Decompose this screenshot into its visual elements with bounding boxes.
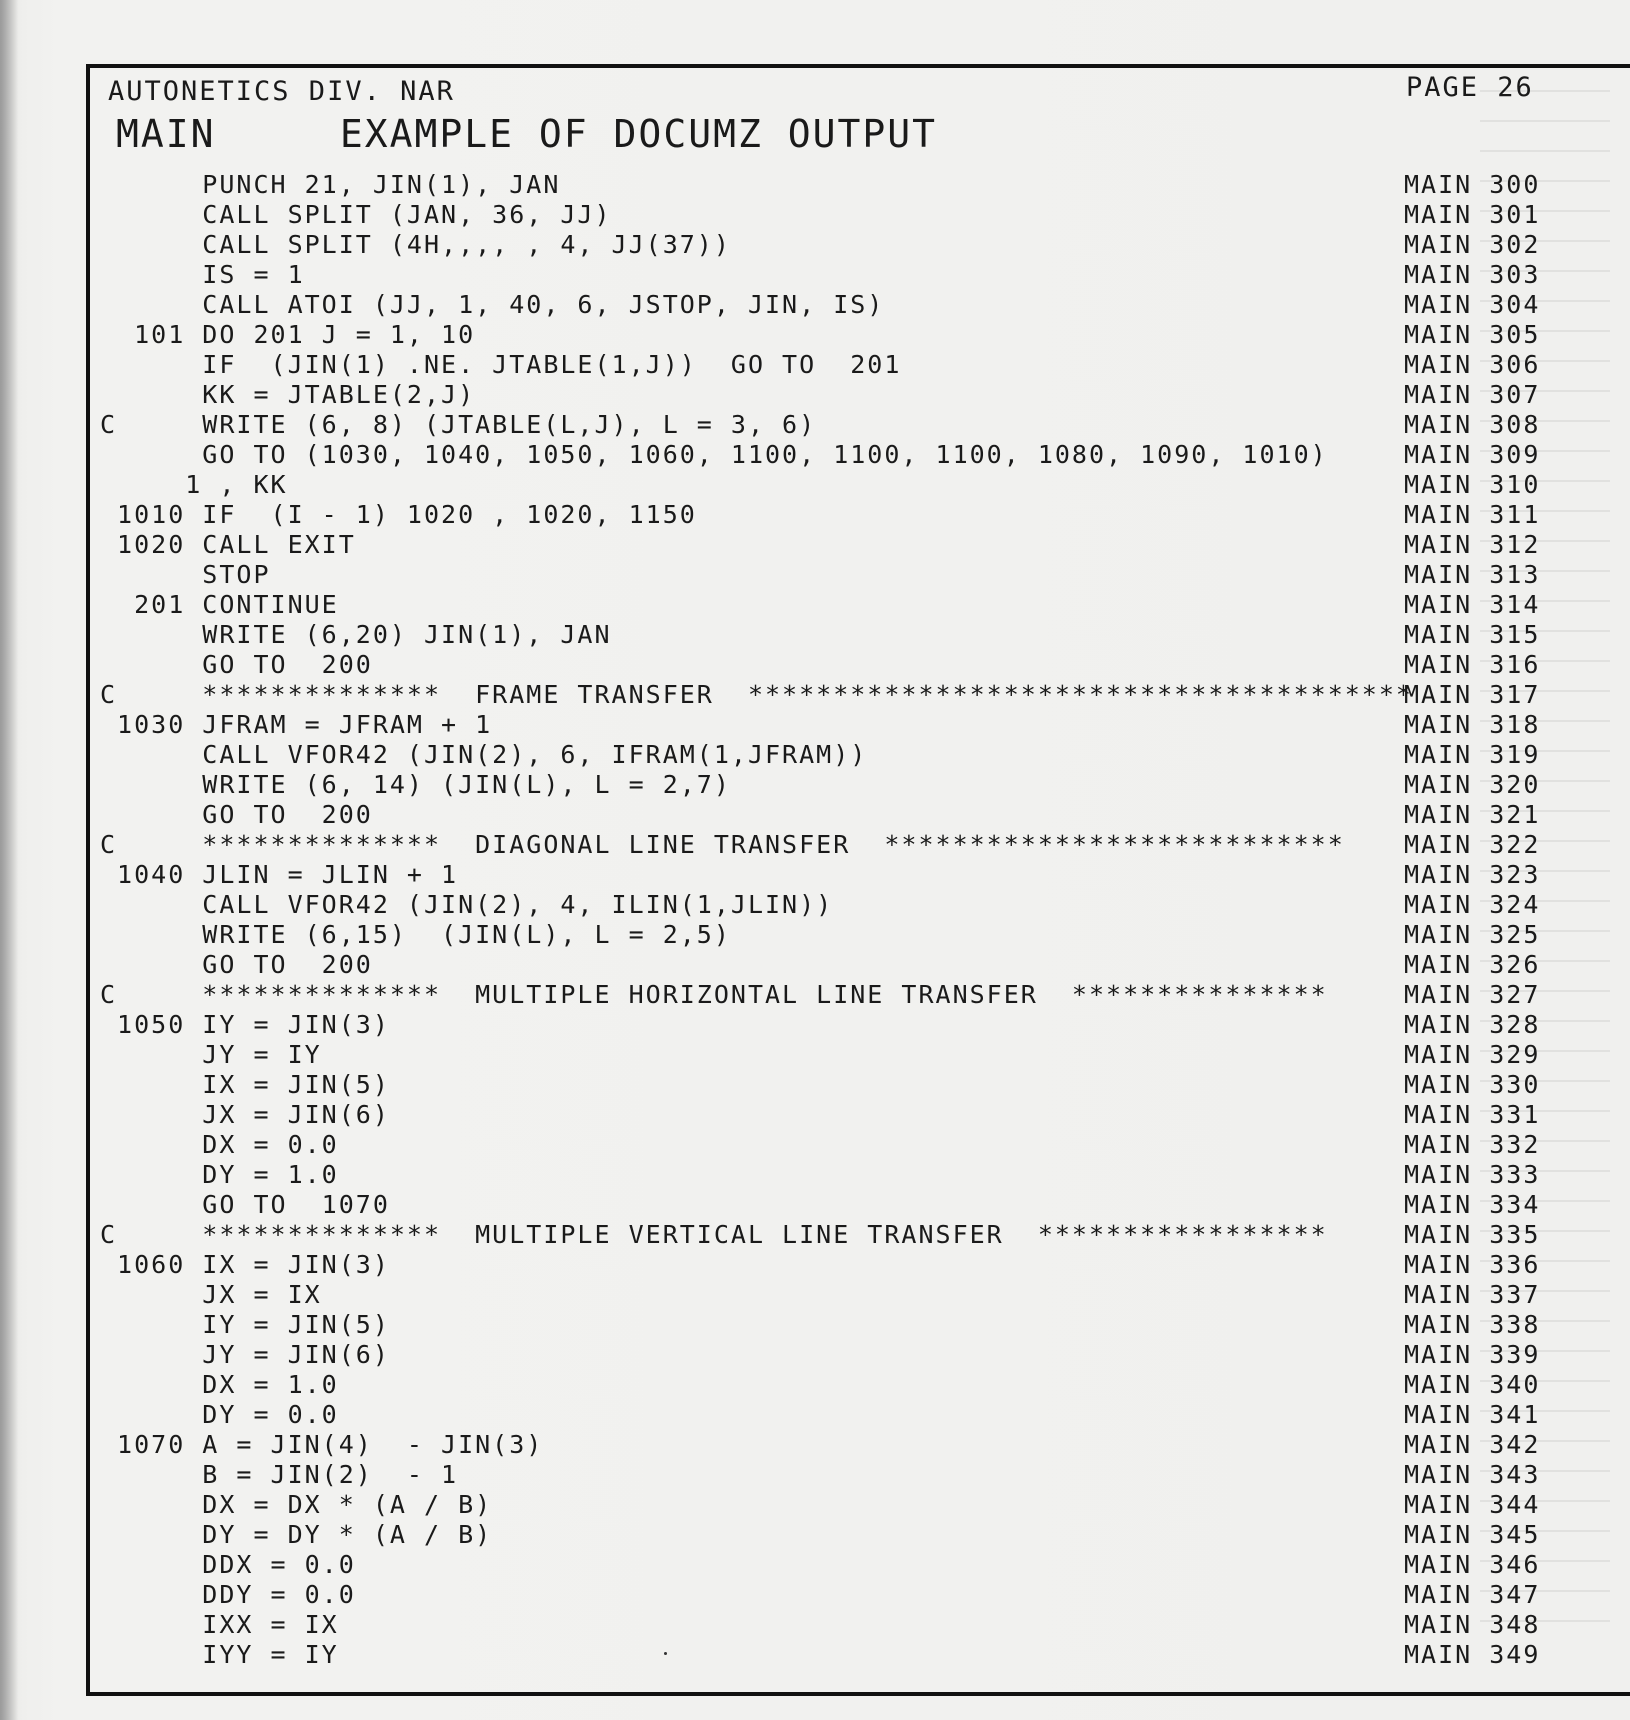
code-line [100,1190,1630,1220]
code-statement: DDX = 0.0 [100,1550,356,1579]
sequence-number: MAIN 348 [1404,1610,1541,1639]
sequence-number: MAIN 336 [1404,1250,1541,1279]
code-statement: 1070 A = JIN(4) - JIN(3) [100,1430,544,1459]
sequence-number: MAIN 329 [1404,1040,1541,1069]
code-statement: 1020 CALL EXIT [100,530,356,559]
code-statement: 101 DO 201 J = 1, 10 [100,320,476,349]
sequence-number: MAIN 317 [1404,680,1541,709]
code-line [100,290,1630,320]
code-line [100,320,1630,350]
code-line [100,1610,1630,1640]
code-line [100,770,1630,800]
sequence-number: MAIN 341 [1404,1400,1541,1429]
code-line [100,1640,1630,1670]
sequence-number: MAIN 307 [1404,380,1541,409]
sequence-number: MAIN 303 [1404,260,1541,289]
sequence-number: MAIN 346 [1404,1550,1541,1579]
sequence-number: MAIN 318 [1404,710,1541,739]
sequence-number: MAIN 319 [1404,740,1541,769]
sequence-number: MAIN 314 [1404,590,1541,619]
code-statement: DY = DY * (A / B) [100,1520,493,1549]
code-statement: 1 , KK [100,470,288,499]
code-line [100,740,1630,770]
code-statement: C ************** MULTIPLE HORIZONTAL LINE TRANSFER *************** [100,980,1328,1009]
code-line [100,260,1630,290]
code-line [100,1310,1630,1340]
sequence-number: MAIN 310 [1404,470,1541,499]
code-line [100,650,1630,680]
code-statement: 1060 IX = JIN(3) [100,1250,390,1279]
code-statement: JY = IY [100,1040,322,1069]
sequence-number: MAIN 343 [1404,1460,1541,1489]
sequence-number: MAIN 323 [1404,860,1541,889]
code-statement: IF (JIN(1) .NE. JTABLE(1,J)) GO TO 201 [100,350,902,379]
sequence-number: MAIN 330 [1404,1070,1541,1099]
code-statement: WRITE (6, 14) (JIN(L), L = 2,7) [100,770,731,799]
code-statement: CALL SPLIT (JAN, 36, JJ) [100,200,612,229]
code-line [100,380,1630,410]
code-line [100,1040,1630,1070]
code-statement: C ************** MULTIPLE VERTICAL LINE TRANSFER ***************** [100,1220,1328,1249]
code-line [100,980,1630,1010]
code-statement: IXX = IX [100,1610,339,1639]
code-statement: C ************** DIAGONAL LINE TRANSFER *************************** [100,830,1345,859]
code-line [100,1010,1630,1040]
sequence-number: MAIN 321 [1404,800,1541,829]
code-line [100,1070,1630,1100]
code-statement: IYY = IY [100,1640,339,1669]
code-statement: JX = IX [100,1280,322,1309]
code-line [100,170,1630,200]
code-line [100,860,1630,890]
sequence-number: MAIN 344 [1404,1490,1541,1519]
code-line [100,470,1630,500]
code-line [100,680,1630,710]
code-statement: GO TO 200 [100,950,373,979]
code-line [100,350,1630,380]
code-statement: KK = JTABLE(2,J) [100,380,476,409]
code-line [100,1280,1630,1310]
code-line [100,830,1630,860]
sequence-number: MAIN 311 [1404,500,1541,529]
code-statement: 1040 JLIN = JLIN + 1 [100,860,459,889]
code-statement: DX = DX * (A / B) [100,1490,493,1519]
code-statement: WRITE (6,15) (JIN(L), L = 2,5) [100,920,731,949]
code-line [100,560,1630,590]
sequence-number: MAIN 331 [1404,1100,1541,1129]
sequence-number: MAIN 325 [1404,920,1541,949]
sequence-number: MAIN 328 [1404,1010,1541,1039]
sequence-number: MAIN 339 [1404,1340,1541,1369]
code-statement: JY = JIN(6) [100,1340,390,1369]
code-line [100,530,1630,560]
code-statement: 1030 JFRAM = JFRAM + 1 [100,710,493,739]
code-statement: IY = JIN(5) [100,1310,390,1339]
code-line [100,1490,1630,1520]
sequence-number: MAIN 320 [1404,770,1541,799]
binding-shadow [0,0,18,1720]
code-line [100,1340,1630,1370]
code-line [100,890,1630,920]
code-line [100,440,1630,470]
sequence-number: MAIN 327 [1404,980,1541,1009]
code-statement: DX = 0.0 [100,1130,339,1159]
code-statement: C ************** FRAME TRANSFER *************************************** [100,680,1413,709]
code-line [100,1520,1630,1550]
sequence-number: MAIN 349 [1404,1640,1541,1669]
code-line [100,1220,1630,1250]
sequence-number: MAIN 300 [1404,170,1541,199]
code-statement: DY = 0.0 [100,1400,339,1429]
code-statement: CALL VFOR42 (JIN(2), 6, IFRAM(1,JFRAM)) [100,740,868,769]
code-line [100,1160,1630,1190]
code-statement: GO TO 200 [100,650,373,679]
code-line [100,230,1630,260]
sequence-number: MAIN 332 [1404,1130,1541,1159]
code-statement: IX = JIN(5) [100,1070,390,1099]
code-line [100,950,1630,980]
code-statement: PUNCH 21, JIN(1), JAN [100,170,561,199]
sequence-number: MAIN 306 [1404,350,1541,379]
sequence-number: MAIN 324 [1404,890,1541,919]
sequence-number: MAIN 309 [1404,440,1541,469]
code-line [100,1250,1630,1280]
sequence-number: MAIN 338 [1404,1310,1541,1339]
sequence-number: MAIN 326 [1404,950,1541,979]
code-line [100,1400,1630,1430]
sequence-number: MAIN 312 [1404,530,1541,559]
sequence-number: MAIN 313 [1404,560,1541,589]
code-statement: GO TO 1070 [100,1190,390,1219]
sequence-number: MAIN 340 [1404,1370,1541,1399]
code-statement: 1010 IF (I - 1) 1020 , 1020, 1150 [100,500,697,529]
code-statement: DY = 1.0 [100,1160,339,1189]
code-statement: DX = 1.0 [100,1370,339,1399]
code-statement: CALL ATOI (JJ, 1, 40, 6, JSTOP, JIN, IS) [100,290,885,319]
sequence-number: MAIN 335 [1404,1220,1541,1249]
sequence-number: MAIN 337 [1404,1280,1541,1309]
code-statement: IS = 1 [100,260,305,289]
code-statement: JX = JIN(6) [100,1100,390,1129]
page-number: PAGE 26 [1406,72,1534,103]
code-line [100,710,1630,740]
code-line [100,1370,1630,1400]
organization-header: AUTONETICS DIV. NAR [108,76,455,107]
code-line [100,1580,1630,1610]
code-line [100,620,1630,650]
sequence-number: MAIN 345 [1404,1520,1541,1549]
code-line [100,1430,1630,1460]
code-line [100,200,1630,230]
code-statement: 201 CONTINUE [100,590,339,619]
stray-mark [664,1652,667,1655]
code-line [100,1100,1630,1130]
code-line [100,1550,1630,1580]
code-line [100,1460,1630,1490]
code-statement: C WRITE (6, 8) (JTABLE(L,J), L = 3, 6) [100,410,817,439]
code-line [100,500,1630,530]
sequence-number: MAIN 315 [1404,620,1541,649]
code-line [100,590,1630,620]
sequence-number: MAIN 302 [1404,230,1541,259]
listing-title: MAIN EXAMPLE OF DOCUMZ OUTPUT [116,112,937,156]
sequence-number: MAIN 334 [1404,1190,1541,1219]
code-statement: GO TO 200 [100,800,373,829]
sequence-number: MAIN 305 [1404,320,1541,349]
sequence-number: MAIN 347 [1404,1580,1541,1609]
sequence-number: MAIN 301 [1404,200,1541,229]
code-statement: CALL SPLIT (4H,,,, , 4, JJ(37)) [100,230,731,259]
code-statement: B = JIN(2) - 1 [100,1460,459,1489]
sequence-number: MAIN 333 [1404,1160,1541,1189]
code-statement: 1050 IY = JIN(3) [100,1010,390,1039]
code-line [100,800,1630,830]
code-statement: WRITE (6,20) JIN(1), JAN [100,620,612,649]
code-statement: STOP [100,560,271,589]
code-statement: GO TO (1030, 1040, 1050, 1060, 1100, 1100, 1100, 1080, 1090, 1010) [100,440,1328,469]
code-line [100,1130,1630,1160]
sequence-number: MAIN 304 [1404,290,1541,319]
code-line [100,920,1630,950]
sequence-number: MAIN 342 [1404,1430,1541,1459]
sequence-number: MAIN 308 [1404,410,1541,439]
code-line [100,410,1630,440]
sequence-number: MAIN 322 [1404,830,1541,859]
code-statement: DDY = 0.0 [100,1580,356,1609]
code-statement: CALL VFOR42 (JIN(2), 4, ILIN(1,JLIN)) [100,890,834,919]
sequence-number: MAIN 316 [1404,650,1541,679]
